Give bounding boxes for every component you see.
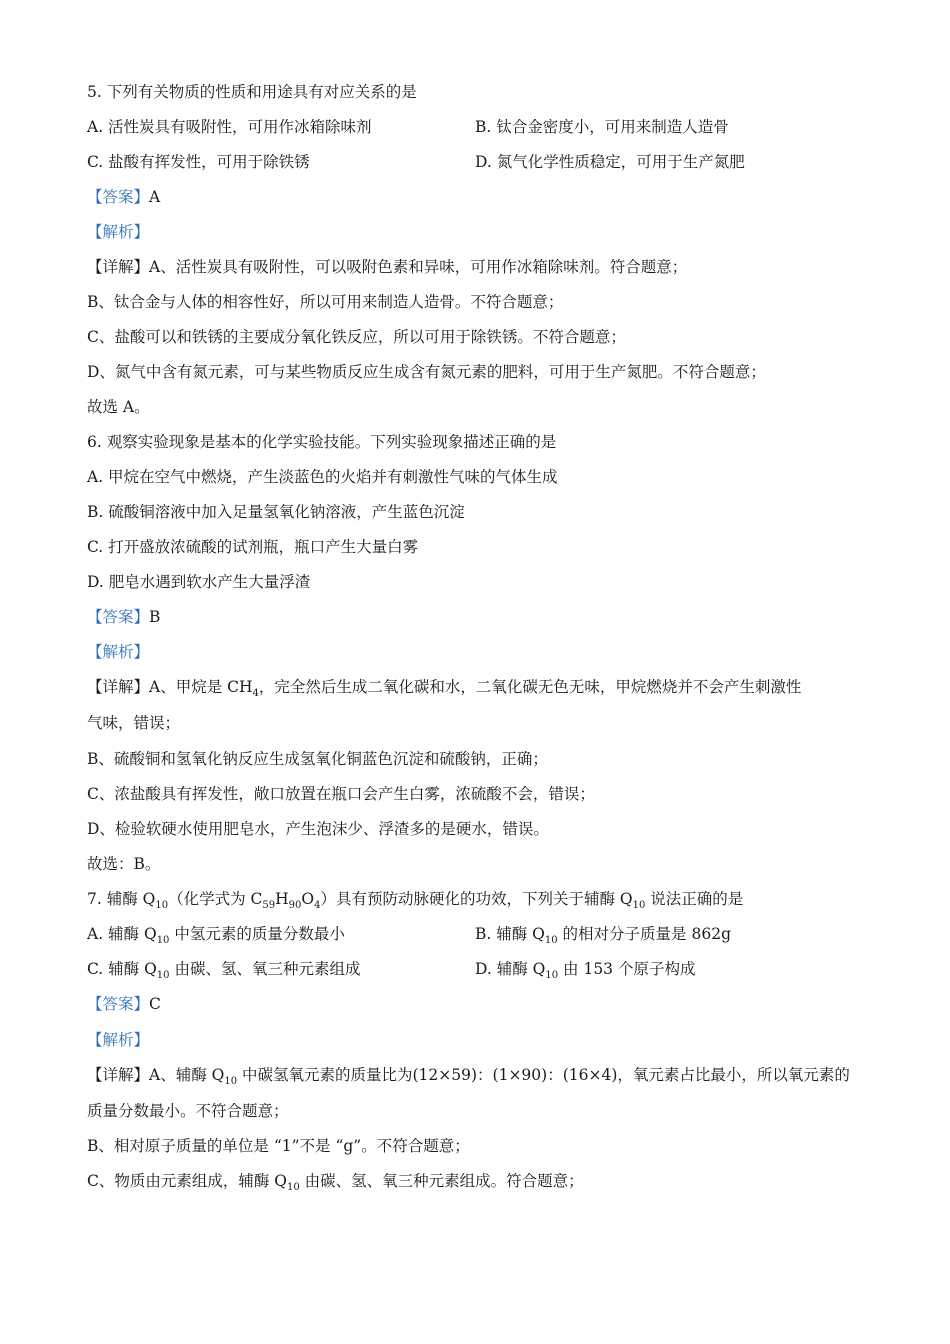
- q6-option-c: C. 打开盛放浓硫酸的试剂瓶，瓶口产生大量白雾: [87, 538, 419, 556]
- detail-tag: 【详解】: [87, 1066, 150, 1084]
- detail-text: C、物质由元素组成，辅酶 Q: [87, 1172, 287, 1190]
- q6-answer: [87, 607, 867, 627]
- analysis-tag: 【解析】: [87, 1031, 150, 1049]
- analysis-tag: 【解析】: [87, 643, 150, 661]
- option-text: D. 辅酶 Q: [475, 960, 546, 978]
- answer-value: B: [149, 608, 161, 626]
- subscript: 10: [156, 970, 170, 982]
- stem-text: （化学式为 C: [168, 890, 263, 908]
- q6-analysis: [87, 642, 867, 662]
- stem-text: 说法正确的是: [645, 890, 744, 908]
- stem-text: ）具有预防动脉硬化的功效，下列关于辅酶 Q: [320, 890, 633, 908]
- subscript: 10: [544, 935, 558, 947]
- detail-text: A、辅酶 Q: [149, 1066, 225, 1084]
- detail-text: 由碳、氢、氧三种元素组成。符合题意；: [299, 1172, 584, 1190]
- detail-tag: 【详解】: [87, 258, 150, 276]
- subscript: 4: [314, 900, 321, 912]
- option-text: A. 辅酶 Q: [87, 925, 157, 943]
- answer-value: C: [149, 995, 161, 1013]
- q5-stem: 5. 下列有关物质的性质和用途具有对应关系的是: [87, 83, 417, 101]
- q6-conclusion: 故选：B。: [87, 855, 161, 873]
- subscript: 10: [224, 1076, 238, 1088]
- option-text: 中氢元素的质量分数最小: [169, 925, 345, 943]
- q7-detail-c: [87, 1171, 867, 1198]
- q7-detail-a: [87, 1065, 867, 1092]
- q5-detail-b: B、钛合金与人体的相容性好，所以可用来制造人造骨。不符合题意；: [87, 293, 564, 311]
- analysis-tag: 【解析】: [87, 223, 150, 241]
- answer-tag: 【答案】: [87, 995, 150, 1013]
- q6-detail-a-cont: 气味，错误；: [87, 714, 181, 732]
- q7-stem: [87, 889, 867, 916]
- subscript: 90: [288, 900, 302, 912]
- q6-option-d: D. 肥皂水遇到软水产生大量浮渣: [87, 573, 311, 591]
- q7-option-b: [475, 924, 875, 951]
- q5-answer: [87, 187, 867, 207]
- q6-stem: 6. 观察实验现象是基本的化学实验技能。下列实验现象描述正确的是: [87, 433, 557, 451]
- q5-option-c: C. 盐酸有挥发性，可用于除铁锈: [87, 153, 310, 171]
- detail-text: A、甲烷是 CH: [149, 678, 253, 696]
- subscript: 59: [262, 900, 276, 912]
- q5-detail-a: [87, 257, 867, 277]
- subscript: 10: [155, 900, 169, 912]
- q5-detail-c: C、盐酸可以和铁锈的主要成分氧化铁反应，所以可用于除铁锈。不符合题意；: [87, 328, 626, 346]
- q7-option-d: [475, 959, 875, 986]
- q5-conclusion: 故选 A。: [87, 398, 150, 416]
- subscript: 10: [632, 900, 646, 912]
- q6-detail-c: C、浓盐酸具有挥发性，敞口放置在瓶口会产生白雾，浓硫酸不会，错误；: [87, 785, 595, 803]
- answer-tag: 【答案】: [87, 188, 150, 206]
- option-text: C. 辅酶 Q: [87, 960, 157, 978]
- stem-text: O: [301, 890, 315, 908]
- detail-text: ，完全然后生成二氧化碳和水，二氧化碳无色无味，甲烷燃烧并不会产生刺激性: [258, 678, 802, 696]
- option-text: 的相对分子质量是 862g: [557, 925, 731, 943]
- subscript: 10: [156, 935, 170, 947]
- option-text: 由碳、氢、氧三种元素组成: [169, 960, 361, 978]
- q6-option-a: A. 甲烷在空气中燃烧，产生淡蓝色的火焰并有刺激性气味的气体生成: [87, 468, 558, 486]
- q6-detail-a: [87, 677, 867, 704]
- q5-analysis: [87, 222, 867, 242]
- subscript: 4: [252, 688, 259, 700]
- stem-text: H: [275, 890, 289, 908]
- q7-detail-b: B、相对原子质量的单位是 “1”不是 “g”。不符合题意；: [87, 1137, 470, 1155]
- detail-tag: 【详解】: [87, 678, 150, 696]
- answer-value: A: [149, 188, 161, 206]
- subscript: 10: [545, 970, 559, 982]
- q6-option-b: B. 硫酸铜溶液中加入足量氢氧化钠溶液，产生蓝色沉淀: [87, 503, 465, 521]
- q6-detail-d: D、检验软硬水使用肥皂水，产生泡沫少、浮渣多的是硬水，错误。: [87, 820, 549, 838]
- answer-tag: 【答案】: [87, 608, 150, 626]
- option-text: B. 辅酶 Q: [475, 925, 545, 943]
- option-text: 由 153 个原子构成: [558, 960, 696, 978]
- q7-answer: [87, 994, 867, 1014]
- detail-text: 中碳氢氧元素的质量比为(12×59)：(1×90)：(16×4)，氧元素占比最小，所以氧元素的: [237, 1066, 850, 1084]
- q5-option-a: A. 活性炭具有吸附性，可用作冰箱除味剂: [87, 118, 372, 136]
- detail-text: A、活性炭具有吸附性，可以吸附色素和异味，可用作冰箱除味剂。符合题意；: [149, 258, 688, 276]
- stem-text: 7. 辅酶 Q: [87, 890, 156, 908]
- q6-detail-b: B、硫酸铜和氢氧化钠反应生成氢氧化铜蓝色沉淀和硫酸钠，正确；: [87, 750, 548, 768]
- q5-detail-d: D、氮气中含有氮元素，可与某些物质反应生成含有氮元素的肥料，可用于生产氮肥。不符合题意；: [87, 363, 766, 381]
- q7-detail-a-cont: 质量分数最小。不符合题意；: [87, 1102, 289, 1120]
- q7-analysis: [87, 1030, 867, 1050]
- q5-option-b: B. 钛合金密度小，可用来制造人造骨: [475, 118, 729, 136]
- q5-option-d: D. 氮气化学性质稳定，可用于生产氮肥: [475, 153, 745, 171]
- subscript: 10: [287, 1182, 300, 1194]
